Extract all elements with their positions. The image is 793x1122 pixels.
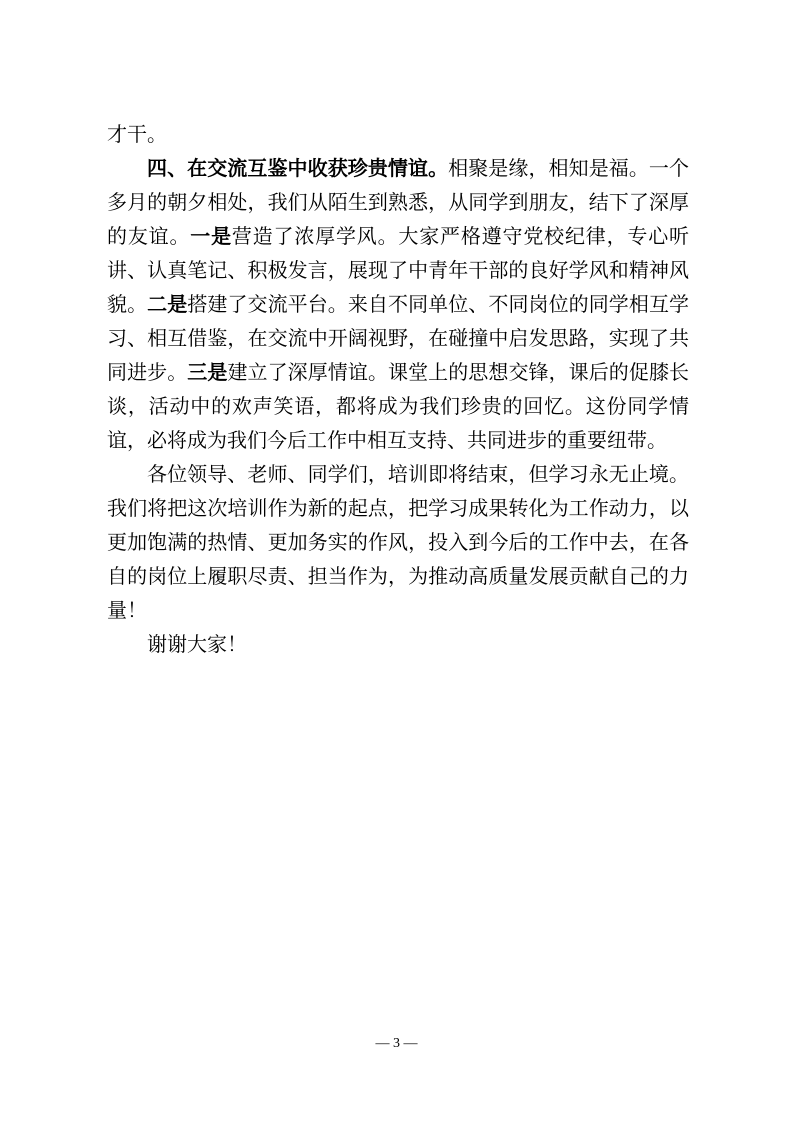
paragraph-text: 营造了浓厚学风。大家严格遵守党校纪律，专心听讲、认真笔记、积极发言，展现了中青年干部的良好学风和精神风貌。	[107, 224, 690, 316]
paragraph-text: 相聚是缘，相知是福。一个多月的朝夕相处，我们从陌生到熟悉，从同学到朋友，结下了深厚的友谊。	[107, 156, 690, 248]
section-heading: 四、在交流互鉴中收获珍贵情谊。	[147, 156, 449, 180]
point-marker-one: 一是	[190, 224, 232, 248]
paragraph-continuation: 才干。	[107, 122, 167, 146]
paragraph-closing: 各位领导、老师、同学们，培训即将结束，但学习永无止境。我们将把这次培训作为新的起点，把学习成果转化为工作动力，以更加饱满的热情、更加务实的作风，投入到今后的工作中去，在各自的岗位上履职尽责、担当作为，为推动高质量发展贡献自己的力量！	[107, 462, 689, 622]
point-marker-two: 二是	[147, 292, 188, 316]
point-marker-three: 三是	[187, 360, 228, 384]
paragraph-text: 搭建了交流平台。来自不同单位、不同岗位的同学相互学习、相互借鉴，在交流中开阔视野，在碰撞中启发思路，实现了共同进步。	[107, 292, 690, 384]
paragraph-thanks: 谢谢大家！	[147, 632, 247, 656]
paragraph-text: 建立了深厚情谊。课堂上的思想交锋，课后的促膝长谈，活动中的欢声笑语，都将成为我们珍贵的回忆。这份同学情谊，必将成为我们今后工作中相互支持、共同进步的重要纽带。	[107, 360, 690, 452]
document-body	[107, 117, 689, 661]
paragraph-section-four	[107, 151, 689, 457]
page-number: — 3 —	[375, 1036, 418, 1051]
